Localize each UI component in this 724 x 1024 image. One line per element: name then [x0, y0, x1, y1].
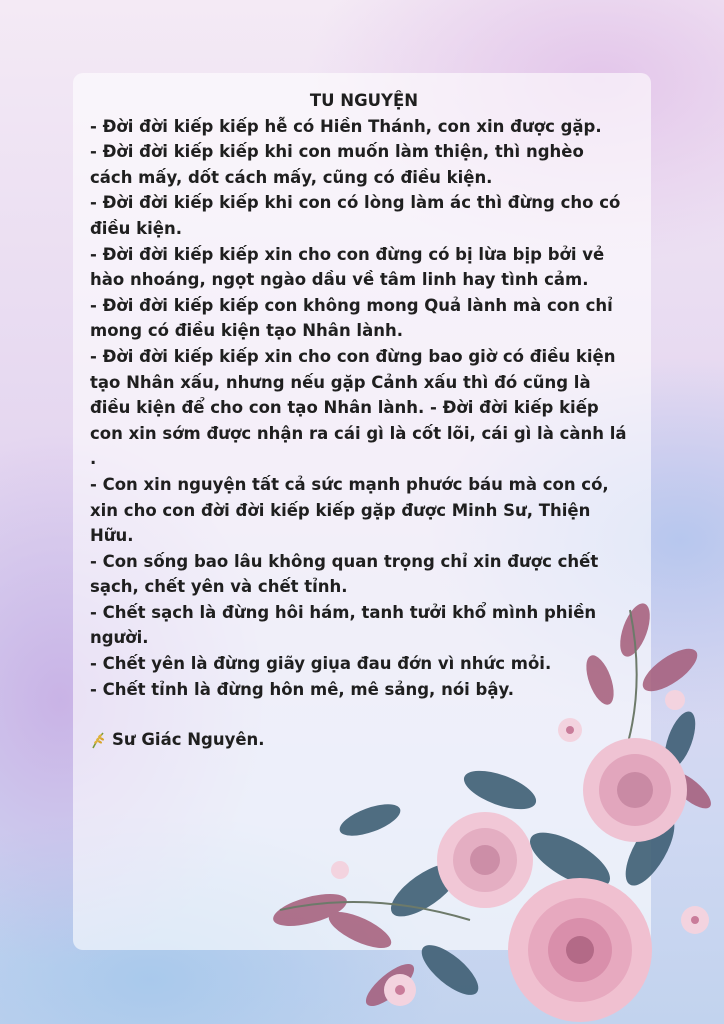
page-title: TU NGUYỆN: [309, 91, 419, 110]
vow-line: - Con sống bao lâu không quan trọng chỉ xin được chết sạch, chết yên và chết tỉnh.: [90, 551, 599, 597]
vow-line: - Chết sạch là đừng hôi hám, tanh tưởi khổ mình phiền người.: [90, 602, 597, 648]
vow-line: - Chết yên là đừng giãy giụa đau đớn vì nhức mỏi.: [90, 654, 552, 674]
vow-line: - Chết tỉnh là đừng hôn mê, mê sảng, nói bậy.: [90, 679, 515, 699]
vow-line: - Đời đời kiếp kiếp khi con có lòng làm ác thì đừng cho có điều kiện.: [90, 193, 621, 238]
vow-line: - Đời đời kiếp kiếp xin cho con đừng bao giờ có điều kiện tạo Nhân xấu, nhưng nếu gặp Cảnh xấu thì đó cũng là điều kiện để cho con tạo Nhân lành. - Đời đời kiếp kiếp con xin sớm được nhận ra cái gì là cốt lõi, cái gì là cành lá .: [90, 346, 627, 469]
signature: [90, 727, 630, 753]
vow-line: - Đời đời kiếp kiếp hễ có Hiền Thánh, con xin được gặp.: [90, 116, 602, 136]
vow-line: - Đời đời kiếp kiếp xin cho con đừng có bị lừa bịp bởi vẻ hào nhoáng, ngọt ngào dầu về tâm linh hay tình cảm.: [90, 244, 605, 290]
vow-line: - Đời đời kiếp kiếp con không mong Quả lành mà con chỉ mong có điều kiện tạo Nhân lành.: [90, 295, 613, 341]
rice-plant-icon: [90, 731, 106, 749]
signature-text: Sư Giác Nguyên.: [112, 730, 265, 750]
vow-line: - Con xin nguyện tất cả sức mạnh phước báu mà con có, xin cho con đời đời kiếp kiếp gặp được Minh Sư, Thiện Hữu.: [90, 474, 609, 546]
vow-line: - Đời đời kiếp kiếp khi con muốn làm thiện, thì nghèo cách mấy, dốt cách mấy, cũng có điều kiện.: [90, 142, 584, 187]
vow-text: [90, 88, 630, 753]
